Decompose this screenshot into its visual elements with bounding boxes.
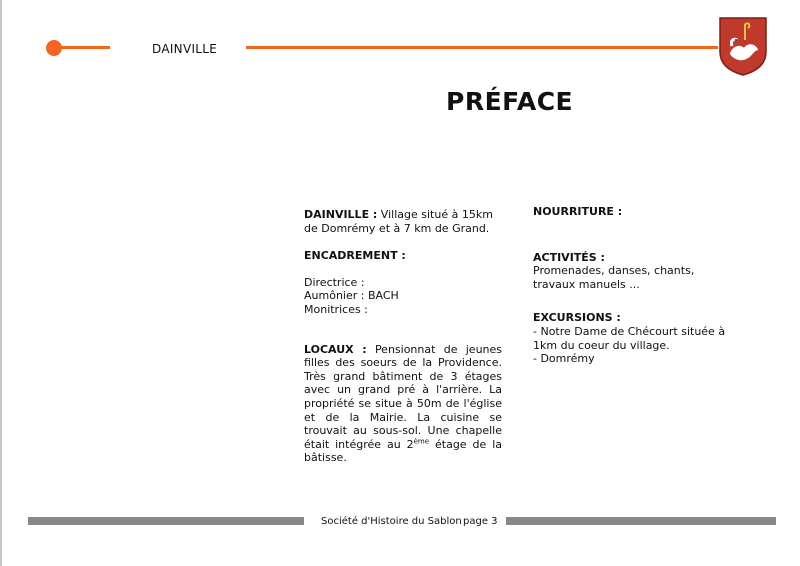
left-column bbox=[304, 208, 502, 465]
footer-bar-right bbox=[506, 517, 776, 525]
excursion-item-1: - Notre Dame de Chécourt située à 1km du coeur du village. bbox=[533, 324, 726, 352]
encadrement-heading: ENCADREMENT : bbox=[304, 249, 406, 263]
nourriture-heading: NOURRITURE : bbox=[533, 205, 623, 218]
footer-bar-left bbox=[28, 517, 304, 525]
locaux-paragraph bbox=[304, 343, 502, 465]
page-title: PRÉFACE bbox=[446, 87, 574, 116]
dainville-paragraph bbox=[304, 208, 502, 235]
header-line-short bbox=[60, 46, 110, 49]
locaux-end: étage de la bâtisse. bbox=[304, 437, 502, 465]
locaux-superscript: ème bbox=[413, 437, 430, 446]
excursions-heading: EXCURSIONS : bbox=[533, 311, 621, 325]
directrice-line: Directrice : bbox=[304, 275, 365, 289]
dainville-label: DAINVILLE : bbox=[304, 208, 378, 221]
locaux-text: Pensionnat de jeunes filles des soeurs de la Providence. Très grand bâtiment de 3 étages avec un grand pré à l'arrière. La propriété se situe à 50m de l'église et de la Mairie. La cuisine se trouvait au sous-sol. Une chapelle était intégrée au 2 bbox=[304, 342, 503, 451]
footer-society: Société d'Histoire du Sablon bbox=[321, 516, 462, 527]
excursion-item-2: - Domrémy bbox=[533, 352, 595, 366]
header-title: DAINVILLE bbox=[152, 42, 218, 56]
activites-text: Promenades, danses, chants, travaux manuels ... bbox=[533, 264, 695, 291]
aumonier-line: Aumônier : BACH bbox=[304, 289, 399, 303]
activites-heading: ACTIVITÉS : bbox=[533, 250, 605, 264]
locaux-label: LOCAUX : bbox=[304, 342, 367, 356]
right-column bbox=[533, 205, 733, 366]
page-edge-line bbox=[0, 0, 2, 566]
coat-of-arms-icon bbox=[718, 16, 768, 76]
footer-page-number: page 3 bbox=[463, 516, 498, 527]
monitrices-line: Monitrices : bbox=[304, 302, 368, 316]
header-line-long bbox=[246, 46, 718, 49]
dainville-text: Village situé à 15km de Domrémy et à 7 km de Grand. bbox=[304, 208, 493, 235]
